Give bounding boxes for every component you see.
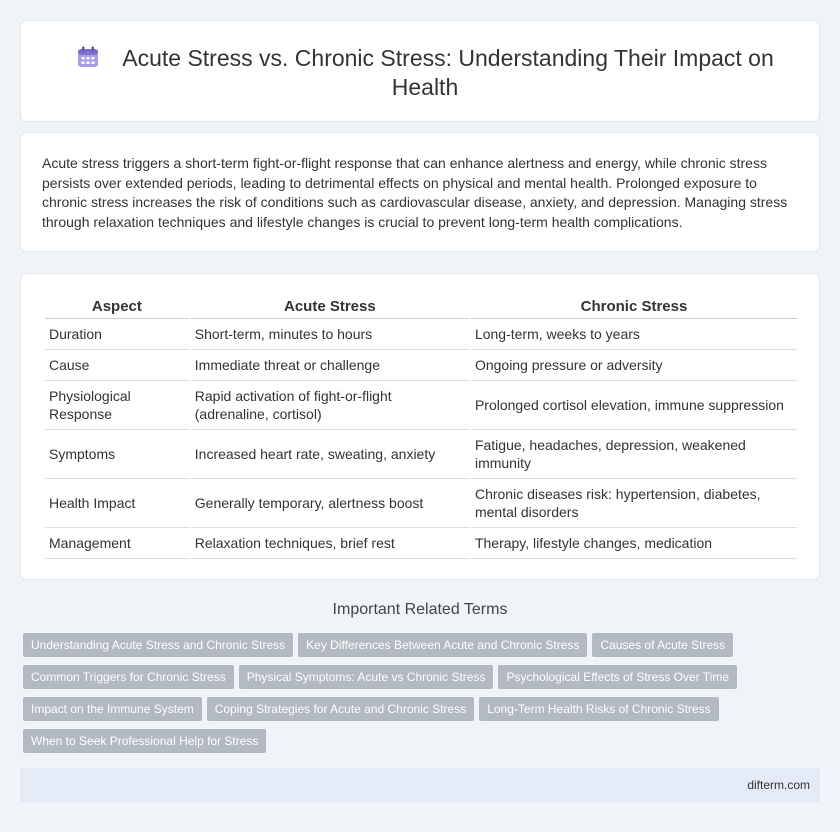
- table-row: [45, 430, 797, 479]
- comparison-table: [43, 296, 799, 559]
- related-term-tag[interactable]: Understanding Acute Stress and Chronic Stress: [23, 633, 293, 657]
- cell-chronic: Chronic diseases risk: hypertension, diabetes, mental disorders: [471, 479, 797, 528]
- footer: [20, 768, 820, 802]
- related-term-tag[interactable]: Impact on the Immune System: [23, 697, 202, 721]
- cell-acute: Short-term, minutes to hours: [191, 319, 469, 350]
- table-row: [45, 381, 797, 430]
- related-term-tag[interactable]: When to Seek Professional Help for Stress: [23, 729, 266, 753]
- related-term-tag[interactable]: Common Triggers for Chronic Stress: [23, 665, 234, 689]
- table-header-row: [45, 296, 797, 319]
- table-row: [45, 528, 797, 559]
- table-row: [45, 479, 797, 528]
- calendar-icon: [76, 45, 100, 69]
- cell-chronic: Ongoing pressure or adversity: [471, 350, 797, 381]
- header-chronic: Chronic Stress: [471, 296, 797, 319]
- cell-aspect: Symptoms: [45, 430, 189, 479]
- cell-aspect: Management: [45, 528, 189, 559]
- intro-card: [20, 132, 820, 252]
- cell-acute: Immediate threat or challenge: [191, 350, 469, 381]
- cell-aspect: Health Impact: [45, 479, 189, 528]
- related-terms-heading: Important Related Terms: [332, 601, 508, 618]
- related-term-tag[interactable]: Physical Symptoms: Acute vs Chronic Stress: [239, 665, 494, 689]
- header-card: [20, 20, 820, 122]
- related-term-tag[interactable]: Psychological Effects of Stress Over Time: [498, 665, 737, 689]
- table-row: [45, 350, 797, 381]
- table-row: [45, 319, 797, 350]
- cell-aspect: Cause: [45, 350, 189, 381]
- header-acute: Acute Stress: [191, 296, 469, 319]
- header-aspect: Aspect: [45, 296, 189, 319]
- related-term-tag[interactable]: Causes of Acute Stress: [592, 633, 733, 657]
- cell-acute: Rapid activation of fight-or-flight (adrenaline, cortisol): [191, 381, 469, 430]
- footer-site-link[interactable]: difterm.com: [747, 778, 810, 792]
- cell-chronic: Long-term, weeks to years: [471, 319, 797, 350]
- cell-acute: Increased heart rate, sweating, anxiety: [191, 430, 469, 479]
- related-term-tag[interactable]: Key Differences Between Acute and Chronic Stress: [298, 633, 587, 657]
- title-wrap: [61, 44, 789, 102]
- comparison-card: [20, 273, 820, 580]
- cell-chronic: Fatigue, headaches, depression, weakened immunity: [471, 430, 797, 479]
- cell-acute: Relaxation techniques, brief rest: [191, 528, 469, 559]
- cell-chronic: Prolonged cortisol elevation, immune suppression: [471, 381, 797, 430]
- related-term-tag[interactable]: Long-Term Health Risks of Chronic Stress: [479, 697, 718, 721]
- cell-aspect: Physiological Response: [45, 381, 189, 430]
- cell-acute: Generally temporary, alertness boost: [191, 479, 469, 528]
- page-title-text: Acute Stress vs. Chronic Stress: Understanding Their Impact on Health: [122, 45, 774, 100]
- page-title: [61, 44, 789, 102]
- intro-paragraph: Acute stress triggers a short-term fight-or-flight response that can enhance alertness and energy, while chronic stress persists over extended periods, leading to detrimental effects on physical and mental health. Prolonged exposure to chronic stress increases the risk of conditions such as cardiovascular disease, anxiety, and depression. Managing stress through relaxation techniques and lifestyle changes is crucial to prevent long-term health complications.: [42, 155, 788, 230]
- cell-chronic: Therapy, lifestyle changes, medication: [471, 528, 797, 559]
- related-terms-list: [23, 633, 823, 761]
- related-term-tag[interactable]: Coping Strategies for Acute and Chronic Stress: [207, 697, 474, 721]
- cell-aspect: Duration: [45, 319, 189, 350]
